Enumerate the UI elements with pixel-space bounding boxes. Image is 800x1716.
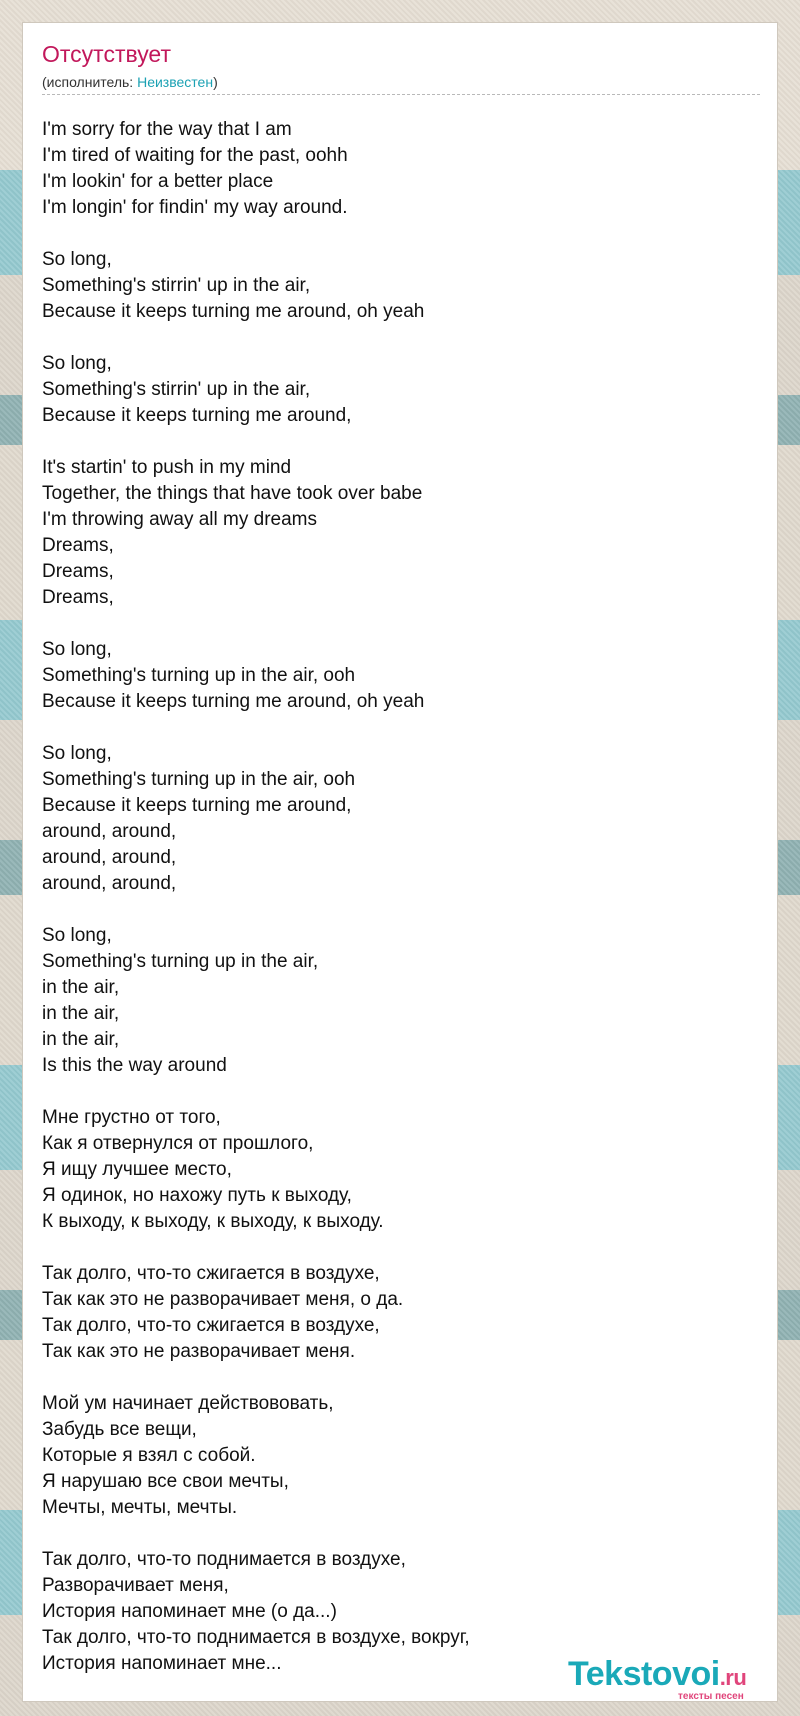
- lyric-line: Так долго, что-то сжигается в воздухе,: [42, 1263, 380, 1284]
- lyrics-text: [42, 117, 760, 1677]
- lyric-line: Мне грустно от того,: [42, 1107, 221, 1128]
- lyric-line: Together, the things that have took over babe: [42, 483, 423, 504]
- stanza-break: [42, 1235, 760, 1261]
- lyric-line: I'm sorry for the way that I am: [42, 119, 292, 140]
- artist-prefix: (исполнитель:: [42, 74, 138, 90]
- logo-tagline: тексты песен: [678, 1691, 744, 1702]
- lyric-line: It's startin' to push in my mind: [42, 457, 292, 478]
- lyric-line: Так долго, что-то поднимается в воздухе, вокруг,: [42, 1627, 470, 1648]
- lyric-line: So long,: [42, 249, 112, 270]
- lyric-line: История напоминает мне (о да...): [42, 1601, 337, 1622]
- lyric-line: Так как это не разворачивает меня.: [42, 1341, 356, 1362]
- lyric-line: Я нарушаю все свои мечты,: [42, 1471, 289, 1492]
- lyric-line: Разворачивает меня,: [42, 1575, 229, 1596]
- artist-line: [42, 74, 760, 95]
- lyric-line: Something's turning up in the air,: [42, 951, 319, 972]
- lyric-line: Something's turning up in the air, ooh: [42, 769, 356, 790]
- stanza-break: [42, 897, 760, 923]
- lyric-line: in the air,: [42, 977, 120, 998]
- lyric-line: Так долго, что-то сжигается в воздухе,: [42, 1315, 380, 1336]
- logo-tld: .ru: [719, 1665, 747, 1690]
- lyric-line: in the air,: [42, 1003, 120, 1024]
- lyric-line: Something's stirrin' up in the air,: [42, 379, 311, 400]
- stanza-break: [42, 221, 760, 247]
- lyric-line: around, around,: [42, 847, 177, 868]
- lyric-line: So long,: [42, 925, 112, 946]
- lyric-line: I'm lookin' for a better place: [42, 171, 274, 192]
- lyric-line: So long,: [42, 639, 112, 660]
- stanza-break: [42, 429, 760, 455]
- lyric-line: around, around,: [42, 873, 177, 894]
- logo-name: Tekstovoi: [568, 1655, 720, 1693]
- stanza-break: [42, 1079, 760, 1105]
- lyric-line: Dreams,: [42, 561, 114, 582]
- lyric-line: Because it keeps turning me around,: [42, 795, 352, 816]
- lyric-line: Так долго, что-то поднимается в воздухе,: [42, 1549, 406, 1570]
- lyric-line: Dreams,: [42, 587, 114, 608]
- lyric-line: Я одинок, но нахожу путь к выходу,: [42, 1185, 352, 1206]
- lyrics-card: [22, 22, 778, 1702]
- lyric-line: in the air,: [42, 1029, 120, 1050]
- lyric-line: Because it keeps turning me around, oh yeah: [42, 301, 425, 322]
- lyric-line: Dreams,: [42, 535, 114, 556]
- lyric-line: I'm throwing away all my dreams: [42, 509, 317, 530]
- stanza-break: [42, 715, 760, 741]
- site-logo[interactable]: [568, 1655, 768, 1702]
- lyric-line: So long,: [42, 743, 112, 764]
- lyric-line: around, around,: [42, 821, 177, 842]
- lyric-line: So long,: [42, 353, 112, 374]
- lyric-line: Которые я взял с собой.: [42, 1445, 256, 1466]
- stanza-break: [42, 1521, 760, 1547]
- stanza-break: [42, 611, 760, 637]
- logo-wordmark: [568, 1655, 768, 1694]
- lyric-line: Because it keeps turning me around, oh yeah: [42, 691, 425, 712]
- song-title: Отсутствует: [42, 41, 171, 67]
- stanza-break: [42, 325, 760, 351]
- lyric-line: Мой ум начинает действововать,: [42, 1393, 334, 1414]
- lyric-line: Я ищу лучшее место,: [42, 1159, 232, 1180]
- artist-link[interactable]: Неизвестен: [137, 74, 214, 90]
- lyric-line: Мечты, мечты, мечты.: [42, 1497, 238, 1518]
- lyric-line: Something's stirrin' up in the air,: [42, 275, 311, 296]
- lyric-line: Something's turning up in the air, ooh: [42, 665, 356, 686]
- lyric-line: К выходу, к выходу, к выходу, к выходу.: [42, 1211, 384, 1232]
- artist-suffix: ): [213, 74, 218, 90]
- lyric-line: Because it keeps turning me around,: [42, 405, 352, 426]
- lyric-line: Как я отвернулся от прошлого,: [42, 1133, 314, 1154]
- stanza-break: [42, 1365, 760, 1391]
- lyric-line: Is this the way around: [42, 1055, 227, 1076]
- lyric-line: Забудь все вещи,: [42, 1419, 197, 1440]
- lyric-line: I'm longin' for findin' my way around.: [42, 197, 348, 218]
- lyric-line: I'm tired of waiting for the past, oohh: [42, 145, 348, 166]
- lyric-line: Так как это не разворачивает меня, о да.: [42, 1289, 404, 1310]
- lyric-line: История напоминает мне...: [42, 1653, 282, 1674]
